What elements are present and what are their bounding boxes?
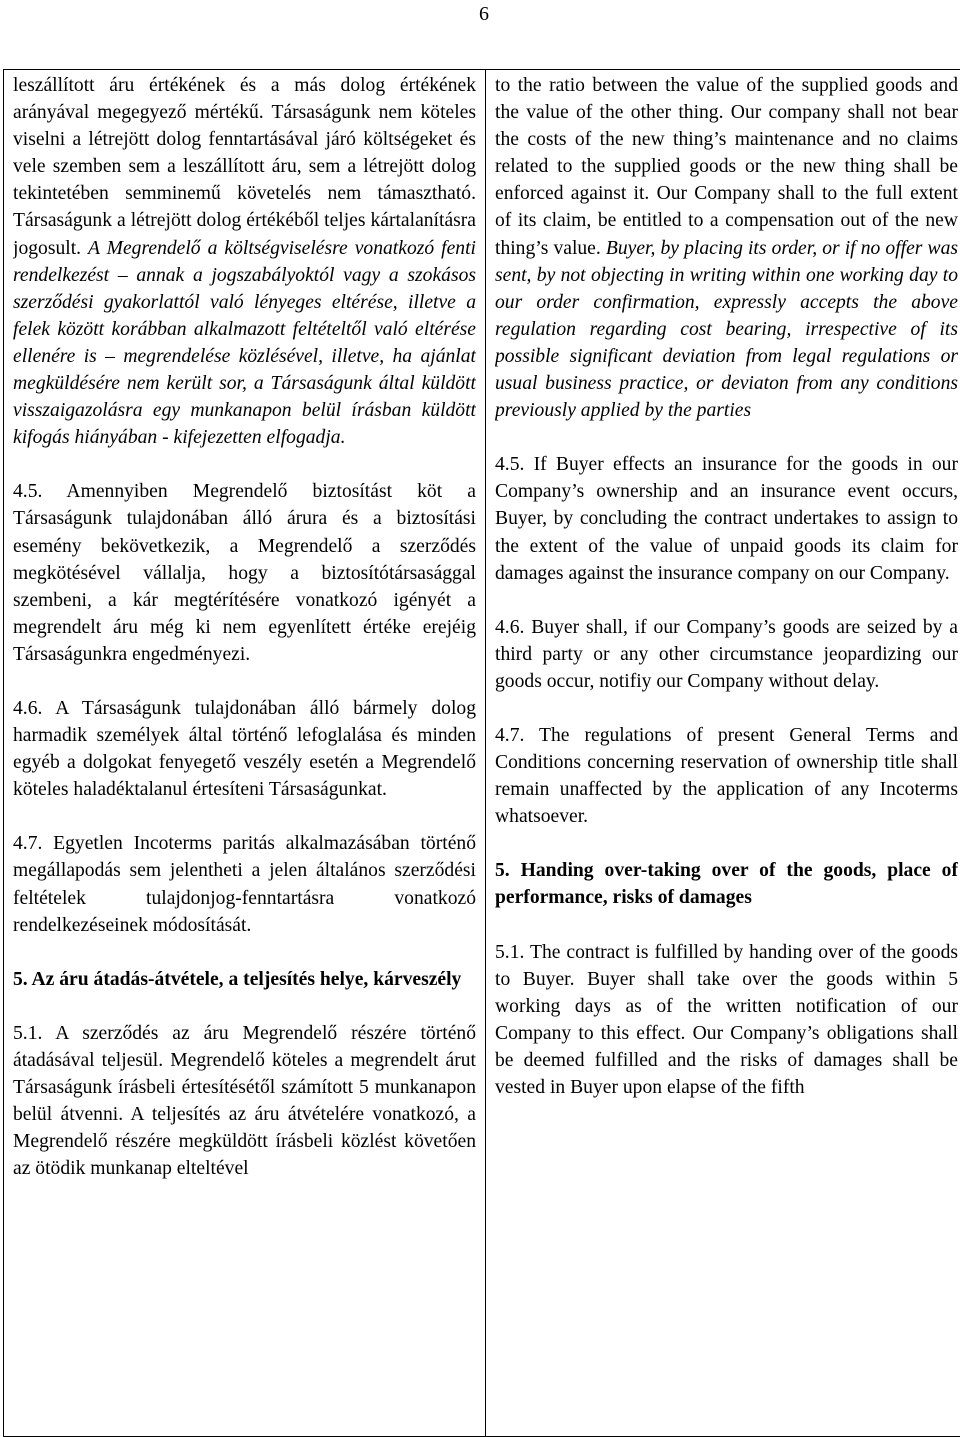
hungarian-content xyxy=(13,72,476,1436)
page-number: 6 xyxy=(474,3,494,25)
english-continued-paragraph xyxy=(495,72,958,424)
hungarian-column xyxy=(4,70,486,1437)
english-continued-text: to the ratio between the value of the supplied goods and the value of the other thing. Our company shall not bear the costs of the new thing’s maintenance and no claims related to the supplied goods or the new thing shall be enforced against it. Our Company shall to the full extent of its claim, be entitled to a compensation out of the new thing’s value. xyxy=(495,75,958,259)
bilingual-terms-table xyxy=(3,69,960,1437)
hungarian-section-5-heading: 5. Az áru átadás-átvétele, a teljesítés helye, kárveszély xyxy=(13,966,476,993)
hungarian-clause-5-1: 5.1. A szerződés az áru Megrendelő részére történő átadásával teljesül. Megrendelő köteles a megrendelt árut Társaságunk írásbeli értesítésétől számított 5 munkanapon belül átvenni. A teljesítés az áru átvételére vonatkozó, a Megrendelő részére megküldött írásbeli közlést követően az ötödik munkanap elteltével xyxy=(13,1020,476,1183)
english-column xyxy=(486,70,960,1437)
english-clause-4-6: 4.6. Buyer shall, if our Company’s goods are seized by a third party or any other circumstance jeopardizing our goods occur, notifiy our Company without delay. xyxy=(495,614,958,695)
english-content xyxy=(495,72,958,1436)
hungarian-continued-paragraph xyxy=(13,72,476,451)
hungarian-cost-acceptance-text: A Megrendelő a költségviselésre vonatkozó fenti rendelkezést – annak a jogszabályoktól vagy a szokásos szerződési gyakorlattól való lényeges eltérése, illetve a felek között korábban alkalmazott feltételtől való eltérése ellenére is – megrendelése közlésével, illetve, ha ajánlat megküldésére nem került sor, a Társaságunk által küldött visszaigazolásra egy munkanapon belül írásban küldött kifogás hiányában - kifejezetten elfogadja. xyxy=(13,238,476,449)
hungarian-clause-4-7: 4.7. Egyetlen Incoterms paritás alkalmazásában történő megállapodás sem jelentheti a jelen általános szerződési feltételek tulajdonjog-fenntartásra vonatkozó rendelkezéseinek módosítását. xyxy=(13,830,476,938)
english-cost-acceptance-text: Buyer, by placing its order, or if no offer was sent, by not objecting in writing within one working day to our order confirmation, expressly accepts the above regulation regarding cost bearing, irrespective of its possible significant deviation from legal regulations or usual business practice, or deviaton from any conditions previously applied by the parties xyxy=(495,238,958,422)
english-clause-5-1: 5.1. The contract is fulfilled by handing over of the goods to Buyer. Buyer shall take over the goods within 5 working days as of the written notification of our Company to this effect. Our Company’s obligations shall be deemed fulfilled and the risks of damages shall be vested in Buyer upon elapse of the fifth xyxy=(495,939,958,1102)
hungarian-continued-text: leszállított áru értékének és a más dolog értékének arányával megegyező mértékű. Társaságunk nem köteles viselni a létrejött dolog fenntartásával járó költségeket és vele szemben sem a leszállított áru, sem a létrejött dolog tekintetében semminemű követelés nem támasztható. Társaságunk a létrejött dolog értékéből teljes kártalanításra jogosult. xyxy=(13,75,476,259)
english-clause-4-5: 4.5. If Buyer effects an insurance for the goods in our Company’s ownership and an insurance event occurs, Buyer, by concluding the contract undertakes to assign to the extent of the value of unpaid goods its claim for damages against the insurance company on our Company. xyxy=(495,451,958,586)
table-row xyxy=(4,70,960,1437)
hungarian-clause-4-5: 4.5. Amennyiben Megrendelő biztosítást köt a Társaságunk tulajdonában álló árura és a biztosítási esemény bekövetkezik, a Megrendelő a szerződés megkötésével vállalja, hogy a biztosítótársasággal szembeni, a kár megtérítésére vonatkozó igényét a megrendelt áru még ki nem egyenlített értéke erejéig Társaságunkra engedményezi. xyxy=(13,478,476,668)
english-section-5-heading: 5. Handing over-taking over of the goods, place of performance, risks of damages xyxy=(495,857,958,911)
hungarian-clause-4-6: 4.6. A Társaságunk tulajdonában álló bármely dolog harmadik személyek által történő lefoglalása és minden egyéb a dolgokat fenyegető veszély esetén a Megrendelő köteles haladéktalanul értesíteni Társaságunkat. xyxy=(13,695,476,803)
english-clause-4-7: 4.7. The regulations of present General Terms and Conditions concerning reservation of ownership title shall remain unaffected by the application of any Incoterms whatsoever. xyxy=(495,722,958,830)
